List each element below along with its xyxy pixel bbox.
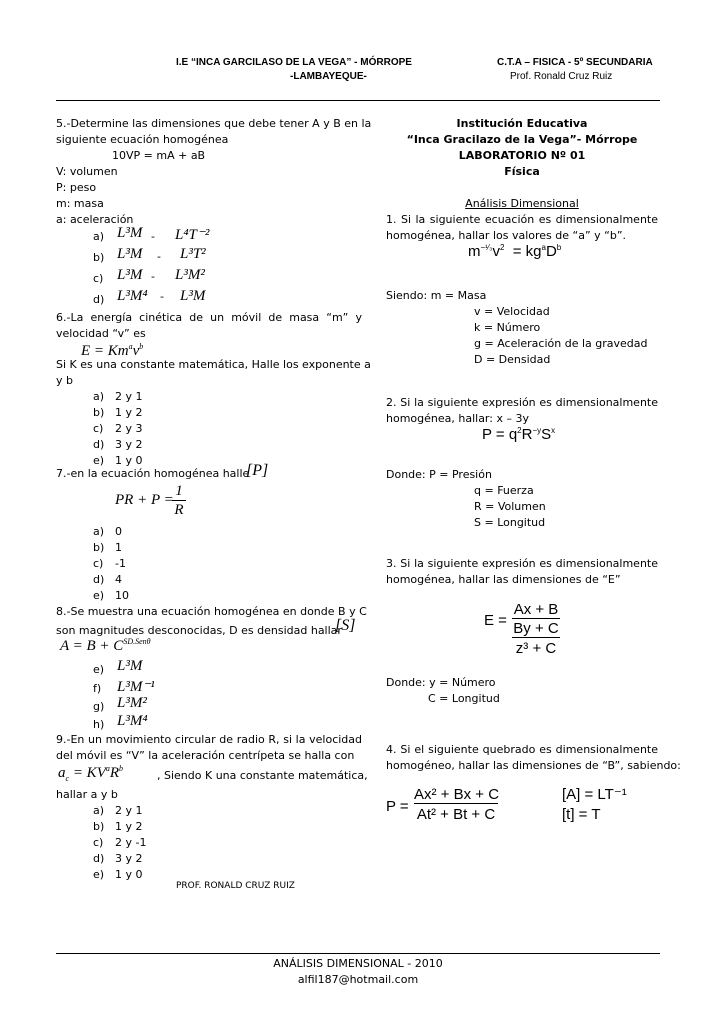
q5-option-d-first: L³M⁴ <box>117 288 148 304</box>
p2-def-force: q = Fuerza <box>474 484 534 497</box>
q6-option-e: 1 y 0 <box>115 454 143 467</box>
p1-line2: homogénea, hallar los valores de “a” y “b”. <box>386 229 627 242</box>
right-title-lab: LABORATORIO Nº 01 <box>458 149 586 162</box>
q8-equation: $A = B + C^{SD.Sen\theta}$ <box>60 637 151 654</box>
q7-option-b: 1 <box>115 541 122 554</box>
q7-option-c: -1 <box>115 557 126 570</box>
p3-denominator-top: By + C <box>513 620 559 637</box>
q5-option-c-second: L³M² <box>175 267 205 283</box>
q6-option-b-letter: b) <box>93 406 105 419</box>
q6-option-b: 1 y 2 <box>115 406 143 419</box>
q5-line2: siguiente ecuación homogénea <box>56 133 229 146</box>
p4-numerator: Ax² + Bx + C <box>414 786 500 803</box>
school-location: -LAMBAYEQUE- <box>290 71 367 82</box>
q7-option-c-letter: c) <box>93 557 104 570</box>
q8-option-e-letter: e) <box>93 663 105 676</box>
p3-lhs: E = <box>484 612 507 629</box>
q7-option-a-letter: a) <box>93 525 105 538</box>
footer-email: alfil187@hotmail.com <box>297 973 419 986</box>
q5-option-c-letter: c) <box>93 272 104 285</box>
p2-def-volume: R = Volumen <box>474 500 546 513</box>
p3-numerator: Ax + B <box>513 601 559 618</box>
q7-line1: 7.-en la ecuación homogénea halle <box>56 467 250 480</box>
q6-option-a: 2 y 1 <box>115 390 143 403</box>
q5-option-a-second: L⁴T⁻² <box>175 227 210 243</box>
q5-option-b-letter: b) <box>93 251 105 264</box>
q9-line4: hallar a y b <box>56 788 118 801</box>
q7-option-b-letter: b) <box>93 541 105 554</box>
q5-option-d-second: L³M <box>180 288 206 304</box>
q7-equation-numerator: 1 <box>172 483 186 501</box>
q9-equation: $a_c = KV^aR^b$ <box>58 764 124 783</box>
signature: PROF. RONALD CRUZ RUIZ <box>176 881 295 891</box>
q7-option-d-letter: d) <box>93 573 105 586</box>
q9-option-c-letter: c) <box>93 836 104 849</box>
q8-option-g: L³M² <box>117 695 147 711</box>
q9-option-c: 2 y -1 <box>115 836 147 849</box>
q5-option-a-letter: a) <box>93 230 105 243</box>
p2-equation: $P = q^2R^{-y}S^x$ <box>482 426 556 443</box>
p3-line2: homogénea, hallar las dimensiones de “E” <box>386 573 621 586</box>
p3-denominator-bottom: z³ + C <box>515 640 557 657</box>
q5-def-mass: m: masa <box>56 197 104 210</box>
q5-option-a-first: L³M <box>117 225 143 241</box>
q5-def-acceleration: a: aceleración <box>56 213 134 226</box>
p4-denominator: At² + Bt + C <box>416 806 496 823</box>
q8-option-h: L³M⁴ <box>117 713 148 729</box>
course-name: C.T.A – FISICA - 5º SECUNDARIA <box>497 57 653 68</box>
q8-option-e: L³M <box>117 658 143 674</box>
footer-title: ANÁLISIS DIMENSIONAL - 2010 <box>273 957 443 970</box>
q6-option-d-letter: d) <box>93 438 105 451</box>
q5-option-c-sep: - <box>151 270 155 283</box>
q6-line3: Si K es una constante matemática, Halle los exponente a <box>56 358 371 371</box>
q9-option-a: 2 y 1 <box>115 804 143 817</box>
q9-option-b: 1 y 2 <box>115 820 143 833</box>
q9-line1: 9.-En un movimiento circular de radio R, si la velocidad <box>56 733 362 746</box>
q5-option-b-sep: - <box>157 250 161 263</box>
q9-line2: del móvil es “V” la aceleración centrípeta se halla con <box>56 749 355 762</box>
p2-line2: homogénea, hallar: x – 3y <box>386 412 529 425</box>
p2-line1: 2. Si la siguiente expresión es dimensionalmente <box>386 396 658 409</box>
q5-option-a-sep: - <box>151 230 155 243</box>
q7-option-a: 0 <box>115 525 122 538</box>
q8-option-f: L³M⁻¹ <box>117 679 155 695</box>
q9-option-e: 1 y 0 <box>115 868 143 881</box>
school-name: I.E “INCA GARCILASO DE LA VEGA” - MÓRROPE <box>176 57 412 68</box>
section-title: Análisis Dimensional <box>465 197 579 210</box>
q7-target: [P] <box>246 462 269 479</box>
q5-option-b-first: L³M <box>117 246 143 262</box>
right-title-institution: Institución Educativa <box>456 117 588 130</box>
q9-option-a-letter: a) <box>93 804 105 817</box>
q9-option-e-letter: e) <box>93 868 105 881</box>
q5-equation: 10VP = mA + aB <box>112 149 206 162</box>
p4-lhs: P = <box>386 798 409 815</box>
q6-line1: 6.-La energía cinética de un móvil de masa “m” y <box>56 311 362 324</box>
p3-line1: 3. Si la siguiente expresión es dimensionalmente <box>386 557 658 570</box>
q7-equation-denominator: R <box>174 502 184 518</box>
right-title-subject: Física <box>504 165 540 178</box>
q8-line1: 8.-Se muestra una ecuación homogénea en donde B y C <box>56 605 367 618</box>
q6-option-c: 2 y 3 <box>115 422 143 435</box>
q7-option-e: 10 <box>115 589 129 602</box>
q5-option-b-second: L³T² <box>180 246 206 262</box>
q5-option-d-sep: - <box>160 290 164 303</box>
q6-option-e-letter: e) <box>93 454 105 467</box>
q5-line1: 5.-Determine las dimensiones que debe tener A y B en la <box>56 117 372 130</box>
p2-donde: Donde: P = Presión <box>386 468 492 481</box>
p1-equation: $m^{-^1⁄_3}v^2 = kg^aD^b$ <box>468 243 562 260</box>
p1-siendo: Siendo: m = Masa <box>386 289 487 302</box>
q9-option-d: 3 y 2 <box>115 852 143 865</box>
p3-donde: Donde: y = Número <box>386 676 496 689</box>
right-title-school: “Inca Gracilazo de la Vega”- Mórrope <box>406 133 638 146</box>
q9-option-d-letter: d) <box>93 852 105 865</box>
p3-def-length: C = Longitud <box>428 692 500 705</box>
q6-option-d: 3 y 2 <box>115 438 143 451</box>
q8-target: [S] <box>335 617 356 634</box>
q7-option-e-letter: e) <box>93 589 105 602</box>
q9-option-b-letter: b) <box>93 820 105 833</box>
q8-line2: son magnitudes desconocidas, D es densidad hallar <box>56 624 342 637</box>
q5-option-d-letter: d) <box>93 293 105 306</box>
q9-line3: , Siendo K una constante matemática, <box>157 769 368 782</box>
q6-equation: $E = Km^av^b$ <box>81 342 144 359</box>
q6-option-a-letter: a) <box>93 390 105 403</box>
p1-def-gravity: g = Aceleración de la gravedad <box>474 337 648 350</box>
p1-def-number: k = Número <box>474 321 541 334</box>
q7-equation-lhs: PR + P = <box>115 492 174 508</box>
footer-rule <box>56 953 660 954</box>
q5-def-weight: P: peso <box>56 181 97 194</box>
q6-line2: velocidad “v” es <box>56 327 146 340</box>
p4-line2: homogéneo, hallar las dimensiones de “B”, sabiendo: <box>386 759 681 772</box>
p1-def-velocity: v = Velocidad <box>474 305 550 318</box>
q6-option-c-letter: c) <box>93 422 104 435</box>
q6-line4: y b <box>56 374 73 387</box>
teacher-name: Prof. Ronald Cruz Ruiz <box>510 71 613 82</box>
p1-def-density: D = Densidad <box>474 353 551 366</box>
p1-line1: 1. Si la siguiente ecuación es dimensionalmente <box>386 213 658 226</box>
q8-option-f-letter: f) <box>93 682 102 695</box>
p2-def-length: S = Longitud <box>474 516 546 529</box>
q8-option-h-letter: h) <box>93 718 105 731</box>
q5-option-c-first: L³M <box>117 267 143 283</box>
q7-option-d: 4 <box>115 573 122 586</box>
p4-line1: 4. Si el siguiente quebrado es dimensionalmente <box>386 743 658 756</box>
p4-given-t: [t] = T <box>562 806 601 823</box>
header-rule <box>56 100 660 101</box>
q5-def-volume: V: volumen <box>56 165 118 178</box>
p4-given-a: [A] = LT⁻¹ <box>562 786 627 803</box>
q8-option-g-letter: g) <box>93 700 105 713</box>
